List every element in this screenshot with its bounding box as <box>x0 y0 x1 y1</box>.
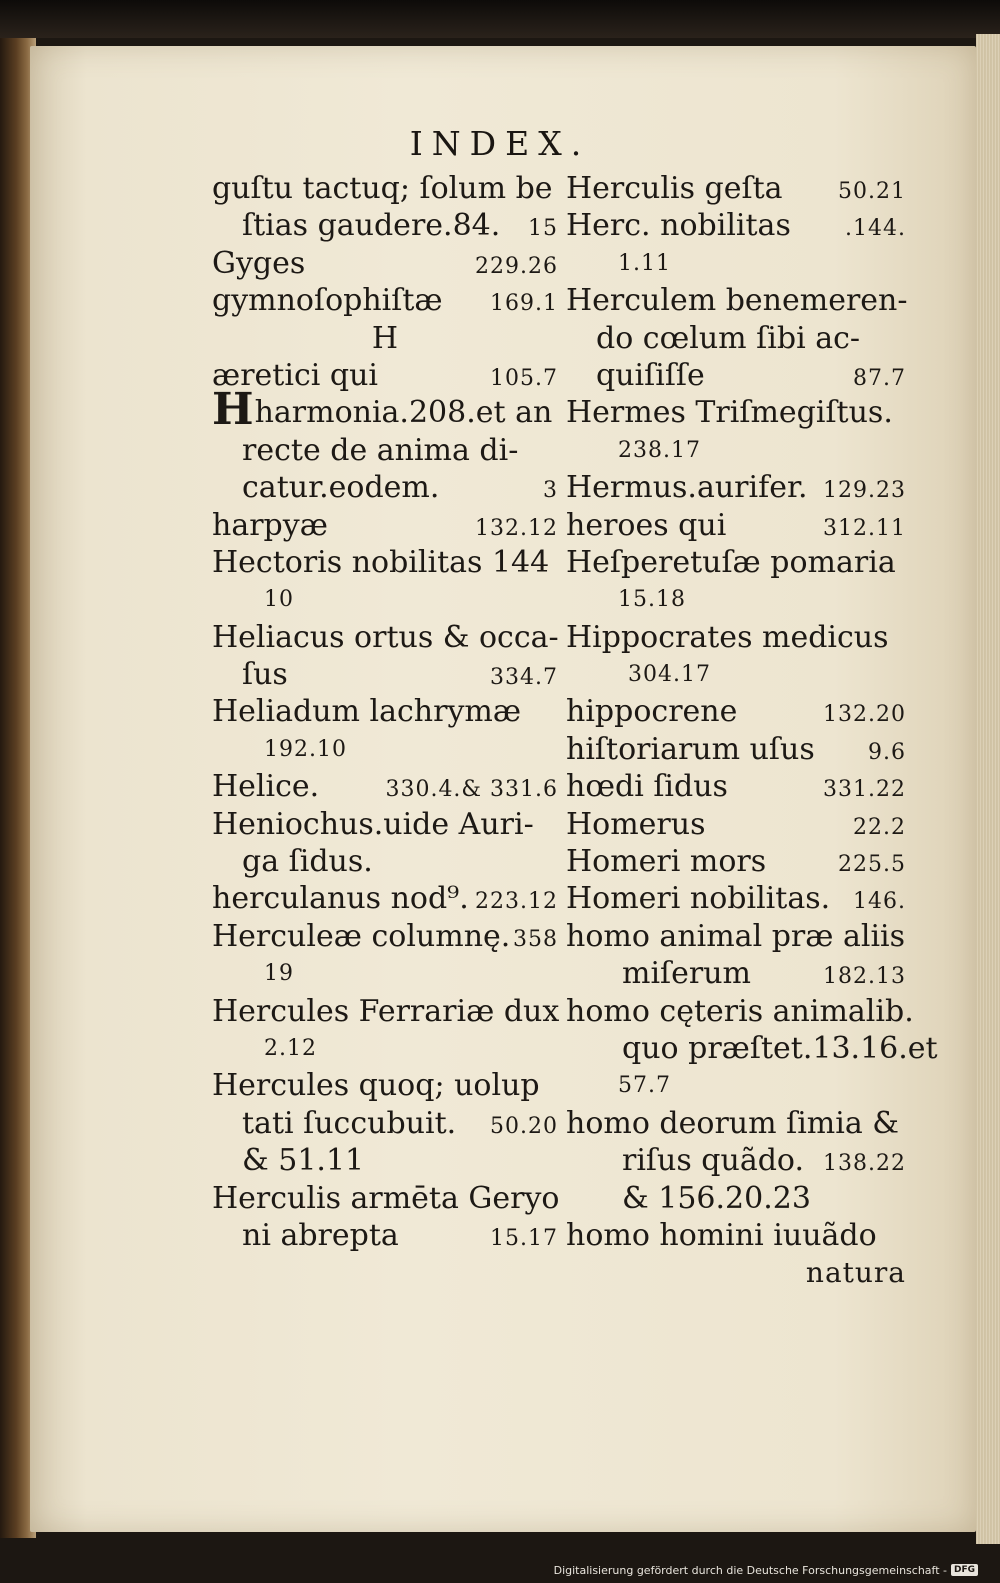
entry-term: hippocrene <box>566 694 738 730</box>
entry-reference: 50.21 <box>838 179 906 204</box>
entry-term: quiſiſſe <box>596 357 705 393</box>
index-entry <box>212 432 558 469</box>
entry-reference: 330.4.& 331.6 <box>385 777 558 803</box>
index-entry <box>212 619 558 656</box>
entry-term: harpyæ <box>212 507 328 543</box>
index-entry <box>212 806 558 843</box>
entry-reference: 334.7 <box>490 665 558 691</box>
entry-reference: 22.2 <box>853 814 906 840</box>
entry-term: herculanus nod⁹. <box>212 881 469 917</box>
dfg-logo: DFG <box>951 1564 978 1576</box>
index-entry <box>212 918 558 955</box>
entry-term: catur.eodem. <box>242 470 440 506</box>
entry-reference: 1.11 <box>618 250 671 276</box>
entry-reference: 15.17 <box>490 1225 558 1251</box>
entry-term: homo cęteris animalib. <box>566 993 914 1029</box>
index-entry <box>566 1217 906 1254</box>
index-entry <box>566 507 906 544</box>
index-entry <box>566 619 906 656</box>
entry-term: Helice. <box>212 769 320 805</box>
entry-reference: 132.12 <box>475 515 558 541</box>
index-entry <box>566 1105 906 1142</box>
index-entry <box>212 993 558 1030</box>
index-entry <box>212 507 558 544</box>
entry-reference: 138.22 <box>823 1151 906 1177</box>
index-entry <box>212 320 558 357</box>
index-column-right <box>566 170 938 1292</box>
index-entry <box>566 843 906 880</box>
entry-reference: 225.5 <box>838 852 906 878</box>
entry-reference: 19 <box>264 961 294 987</box>
index-entry <box>212 384 558 436</box>
index-entry <box>566 806 906 843</box>
entry-term: ni abrepta <box>242 1217 399 1253</box>
index-entry <box>212 656 558 693</box>
credit-text: Digitalisierung gefördert durch die Deutsche Forschungsgemeinschaft - <box>553 1563 947 1577</box>
index-entry <box>566 731 906 768</box>
entry-reference: 192.10 <box>264 736 347 762</box>
entry-term: ſtias gaudere.84. <box>242 208 501 244</box>
entry-term: Homerus <box>566 806 706 842</box>
page-header: INDEX. <box>409 124 591 163</box>
index-entry <box>212 245 558 282</box>
index-column-left <box>212 170 558 1254</box>
entry-term: gymnoſophiſtæ <box>212 283 443 319</box>
index-entry <box>566 955 906 992</box>
entry-reference: 3 <box>543 478 558 504</box>
index-entry <box>566 1067 906 1104</box>
index-entry <box>566 656 906 693</box>
entry-term: Hercules quoq; uolup <box>212 1068 540 1104</box>
entry-reference: 15 <box>528 216 558 242</box>
index-entry <box>212 1067 558 1104</box>
entry-term: Heniochus.uide Auri- <box>212 806 534 842</box>
index-entry <box>212 170 558 207</box>
entry-term: Heliadum lachrymæ <box>212 694 522 730</box>
entry-reference: 358 <box>513 926 558 952</box>
page-edges <box>976 34 1000 1544</box>
entry-term <box>212 384 553 436</box>
entry-reference: 2.12 <box>264 1035 317 1061</box>
drop-initial: H <box>212 384 254 436</box>
entry-term: Hermus.aurifer. <box>566 470 808 506</box>
entry-term: homo deorum ſimia & <box>566 1105 899 1141</box>
entry-term: hiſtoriarum uſus <box>566 731 815 767</box>
entry-term: tati ſuccubuit. <box>242 1105 457 1141</box>
entry-term: Hectoris nobilitas 144 <box>212 544 550 580</box>
index-entry <box>212 544 558 581</box>
entry-term: heroes qui <box>566 507 727 543</box>
entry-reference: 304.17 <box>628 662 711 688</box>
entry-reference: 331.22 <box>823 777 906 803</box>
entry-reference: 169.1 <box>490 291 558 317</box>
entry-term: Hermes Triſmegiſtus. <box>566 395 893 431</box>
index-entry <box>212 207 558 244</box>
entry-reference: 9.6 <box>868 739 906 765</box>
entry-term: guſtu tactuq; ſolum be <box>212 171 553 206</box>
entry-term: quo præſtet.13.16.et <box>622 1030 938 1066</box>
index-entry <box>566 581 906 618</box>
index-entry <box>566 207 906 244</box>
index-entry <box>212 1142 558 1179</box>
index-entry <box>566 170 906 207</box>
index-entry <box>566 357 906 394</box>
entry-term: Homeri mors <box>566 844 767 880</box>
entry-reference: 105.7 <box>490 365 558 391</box>
entry-reference: natura <box>805 1256 906 1290</box>
entry-reference: 15.18 <box>618 587 686 613</box>
entry-term: miſerum <box>622 956 752 992</box>
entry-term: riſus quãdo. <box>622 1143 804 1179</box>
index-entry <box>566 320 906 357</box>
index-entry <box>212 880 558 917</box>
index-entry <box>212 768 558 805</box>
entry-term: H <box>371 320 399 356</box>
entry-term: Herculis geſta <box>566 171 783 206</box>
index-entry <box>212 1180 558 1217</box>
entry-reference: 182.13 <box>823 964 906 990</box>
entry-reference: 10 <box>264 587 294 613</box>
index-entry <box>212 282 558 319</box>
entry-reference: 146. <box>853 889 906 915</box>
digitization-credit <box>554 1561 978 1579</box>
entry-term: æretici qui <box>212 357 378 393</box>
entry-reference: 129.23 <box>823 478 906 504</box>
index-entry <box>566 282 906 319</box>
index-entry <box>566 1180 906 1217</box>
entry-reference: 50.20 <box>490 1113 558 1139</box>
entry-reference: 223.12 <box>475 889 558 915</box>
entry-term: Herc. nobilitas <box>566 208 791 244</box>
entry-term: ga ſidus. <box>242 844 373 880</box>
index-entry <box>566 1142 906 1179</box>
entry-reference: 229.26 <box>475 253 558 279</box>
entry-term: do cœlum ſibi ac- <box>596 320 861 356</box>
entry-reference: 132.20 <box>823 702 906 728</box>
entry-term: ſus <box>242 657 288 693</box>
entry-term-text: harmonia.208.et an <box>254 395 553 431</box>
index-entry <box>566 880 906 917</box>
entry-term: homo homini iuuãdo <box>566 1217 877 1253</box>
index-entry <box>212 1030 558 1067</box>
index-entry <box>212 469 558 506</box>
index-entry <box>566 544 906 581</box>
entry-term: Gyges <box>212 245 306 281</box>
entry-reference: .144. <box>845 216 906 242</box>
entry-term: & 51.11 <box>242 1143 365 1179</box>
entry-term: Heliacus ortus & occa- <box>212 619 559 655</box>
index-entry <box>566 1254 906 1291</box>
index-entry <box>566 245 906 282</box>
entry-reference: 312.11 <box>823 515 906 541</box>
index-entry <box>566 1030 938 1067</box>
index-entry <box>212 1105 558 1142</box>
index-entry <box>212 731 558 768</box>
entry-term: hœdi ſidus <box>566 769 728 805</box>
entry-reference: 57.7 <box>618 1073 671 1099</box>
index-entry <box>566 469 906 506</box>
index-entry <box>566 394 906 431</box>
entry-term: Herculis armēta Geryo <box>212 1180 560 1216</box>
index-entry <box>566 918 906 955</box>
index-entry <box>212 581 558 618</box>
entry-term: homo animal præ aliis <box>566 918 906 954</box>
entry-reference: 238.17 <box>618 437 701 463</box>
entry-term: Heſperetuſæ pomaria <box>566 544 896 580</box>
index-entry <box>212 843 558 880</box>
entry-term: Homeri nobilitas. <box>566 881 831 917</box>
index-entry <box>212 1217 558 1254</box>
index-entry <box>212 357 558 394</box>
index-entry <box>212 955 558 992</box>
index-entry <box>566 432 906 469</box>
index-entry <box>566 693 906 730</box>
entry-term: & 156.20.23 <box>622 1180 811 1216</box>
index-entry <box>566 993 914 1030</box>
entry-reference: 87.7 <box>853 365 906 391</box>
photo-backdrop <box>0 0 1000 38</box>
entry-term: Herculeæ columnę. <box>212 918 511 954</box>
index-entry <box>566 768 906 805</box>
index-entry <box>212 693 558 730</box>
entry-term: Hippocrates medicus <box>566 619 889 655</box>
entry-term: Herculem benemeren- <box>566 283 908 319</box>
entry-term: Hercules Ferrariæ dux <box>212 993 560 1029</box>
entry-term: recte de anima di- <box>242 432 519 468</box>
